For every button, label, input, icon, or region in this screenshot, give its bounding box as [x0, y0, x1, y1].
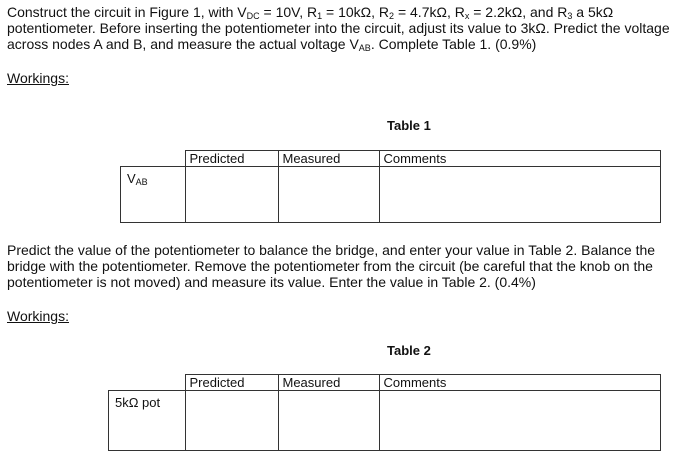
table-2-title: Table 2	[387, 343, 431, 358]
table-1-measured-cell[interactable]	[278, 167, 379, 223]
table-1	[120, 150, 661, 223]
table-1-header-predicted: Predicted	[185, 151, 278, 167]
table-2-header-predicted: Predicted	[185, 375, 278, 391]
paragraph-2-line-1: Predict the value of the potentiometer to balance the bridge, and enter your value in Table 2. Balance the	[7, 242, 656, 258]
table-1-header-measured: Measured	[278, 151, 379, 167]
table-1-corner	[121, 151, 186, 167]
table-2-header-comments: Comments	[379, 375, 660, 391]
paragraph-2-line-3: potentiometer is not moved) and measure its value. Enter the value in Table 2. (0.4%)	[7, 274, 536, 290]
table-2-corner	[109, 375, 186, 391]
table-1-comments-cell[interactable]	[379, 167, 660, 223]
intro-line-2: potentiometer. Before inserting the potentiometer into the circuit, adjust its value to 3kΩ. Predict the voltage	[7, 20, 670, 36]
table-2-comments-cell[interactable]	[379, 391, 660, 451]
table-2-header-measured: Measured	[278, 375, 379, 391]
table-1-predicted-cell[interactable]	[185, 167, 278, 223]
table-2	[108, 374, 661, 451]
table-1-header-comments: Comments	[379, 151, 660, 167]
intro-line-1: Construct the circuit in Figure 1, with $V_{DC} = 10V$, $R_1 = 10k\Omega$, $R_2 = 4.7k\Omega$, $R_x = 2.2k\Omega$, and $R_3$ a 5kΩ	[7, 4, 614, 21]
intro-line-3: across nodes A and B, and measure the actual voltage $V_{AB}$. Complete Table 1. (0.9%)	[7, 36, 537, 53]
table-1-row-label: $V_{AB}$	[121, 167, 186, 223]
workings-label-2: Workings:	[7, 308, 69, 324]
paragraph-2-line-2: bridge with the potentiometer. Remove the potentiometer from the circuit (be careful that the knob on the	[7, 258, 653, 274]
table-2-predicted-cell[interactable]	[185, 391, 278, 451]
workings-label-1: Workings:	[7, 70, 69, 86]
table-2-row-label: 5kΩ pot	[109, 391, 186, 451]
table-1-title: Table 1	[387, 118, 431, 133]
table-2-measured-cell[interactable]	[278, 391, 379, 451]
